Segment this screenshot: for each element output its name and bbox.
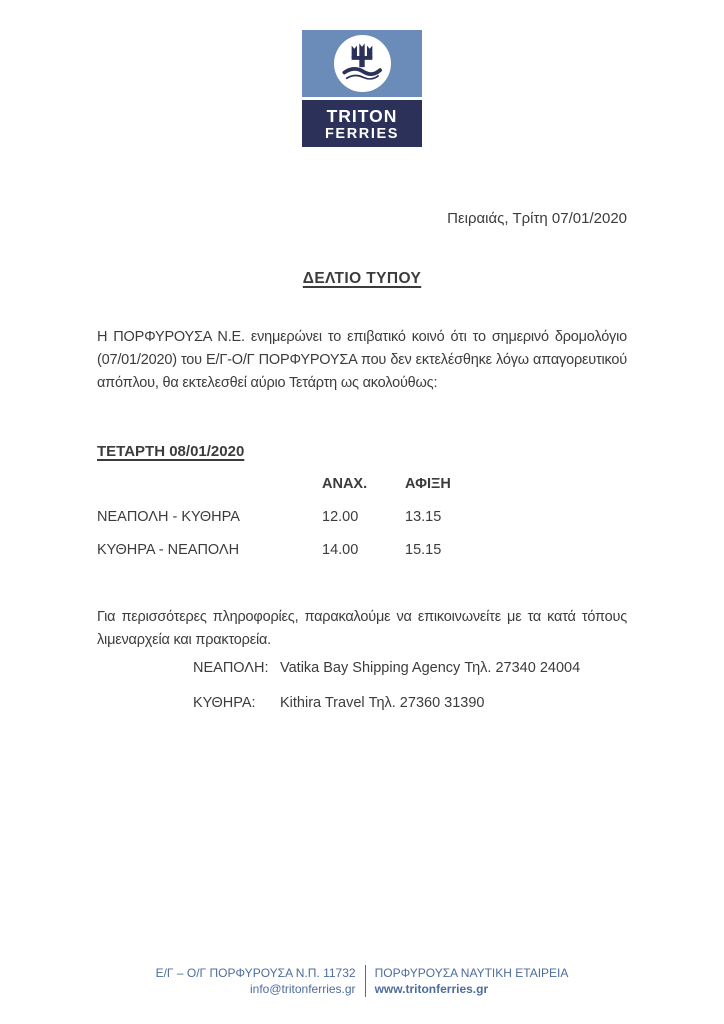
intro-line-2: (07/01/2020) του Ε/Γ-Ο/Γ ΠΟΡΦΥΡΟΥΣΑ που δεν εκτελέσθηκε λόγω απαγορευτικού: [97, 352, 627, 368]
info-line-2: λιμεναρχεία και πρακτορεία.: [97, 632, 272, 648]
page-footer: [0, 965, 724, 997]
info-line-1: Για περισσότερες πληροφορίες, παρακαλούμε να επικοινωνείτε με τα κατά τόπους: [97, 609, 627, 625]
schedule-header-row: [97, 473, 627, 496]
footer-left-block: [156, 965, 356, 997]
schedule-departure-time: 14.00: [322, 542, 359, 558]
intro-paragraph: [97, 326, 627, 395]
logo-brand-line2: FERRIES: [324, 126, 400, 142]
footer-divider: [365, 965, 366, 997]
info-paragraph: [97, 606, 627, 652]
intro-line-3: απόπλου, θα εκτελεσθεί αύριο Τετάρτη ως ακολούθως:: [97, 375, 438, 391]
dateline: Πειραιάς, Τρίτη 07/01/2020: [447, 210, 627, 227]
schedule-heading: ΤΕΤΑΡΤΗ 08/01/2020: [97, 443, 245, 460]
schedule-header-route-spacer: [97, 473, 322, 496]
document-title: ΔΕΛΤΙΟ ΤΥΠΟΥ: [302, 270, 422, 287]
footer-right-block: [375, 965, 569, 997]
schedule-departure-time: 12.00: [322, 509, 359, 525]
schedule-header-arrival: ΑΦΙΞΗ: [405, 476, 451, 492]
footer-company-registration: Ε/Γ – Ο/Γ ΠΟΡΦΥΡΟΥΣΑ Ν.Π. 11732: [155, 966, 356, 980]
schedule-route: ΚΥΘΗΡΑ - ΝΕΑΠΟΛΗ: [97, 542, 240, 558]
footer-company-name: ΠΟΡΦΥΡΟΥΣΑ ΝΑΥΤΙΚΗ ΕΤΑΙΡΕΙΑ: [374, 966, 569, 980]
schedule-header-departure: ΑΝΑΧ.: [322, 476, 368, 492]
logo-wordmark-panel: [302, 100, 422, 147]
logo-circle: [334, 35, 391, 92]
contact-row-neapoli: [97, 657, 627, 680]
trident-waves-icon: [339, 38, 385, 89]
intro-line-1: Η ΠΟΡΦΥΡΟΥΣΑ Ν.Ε. ενημερώνει το επιβατικό κοινό ότι το σημερινό δρομολόγιο: [97, 329, 627, 345]
schedule-route: ΝΕΑΠΟΛΗ - ΚΥΘΗΡΑ: [97, 509, 240, 525]
schedule-row: [97, 539, 627, 562]
contact-agency-info: Vatika Bay Shipping Agency Τηλ. 27340 24004: [280, 660, 581, 676]
footer-email-link[interactable]: info@tritonferries.gr: [250, 982, 356, 996]
contact-port-label: ΝΕΑΠΟΛΗ:: [193, 660, 269, 676]
schedule-arrival-time: 13.15: [405, 509, 442, 525]
contact-row-kythira: [97, 692, 627, 715]
footer-website-link[interactable]: www.tritonferries.gr: [374, 982, 489, 996]
logo-brand-line1: TRITON: [326, 106, 398, 126]
contact-port-label: ΚΥΘΗΡΑ:: [193, 695, 256, 711]
document-body: [0, 207, 724, 715]
contact-agency-info: Kithira Travel Τηλ. 27360 31390: [280, 695, 485, 711]
triton-ferries-logo: [302, 30, 422, 147]
schedule-row: [97, 506, 627, 529]
schedule-arrival-time: 15.15: [405, 542, 442, 558]
logo-emblem-panel: [302, 30, 422, 97]
